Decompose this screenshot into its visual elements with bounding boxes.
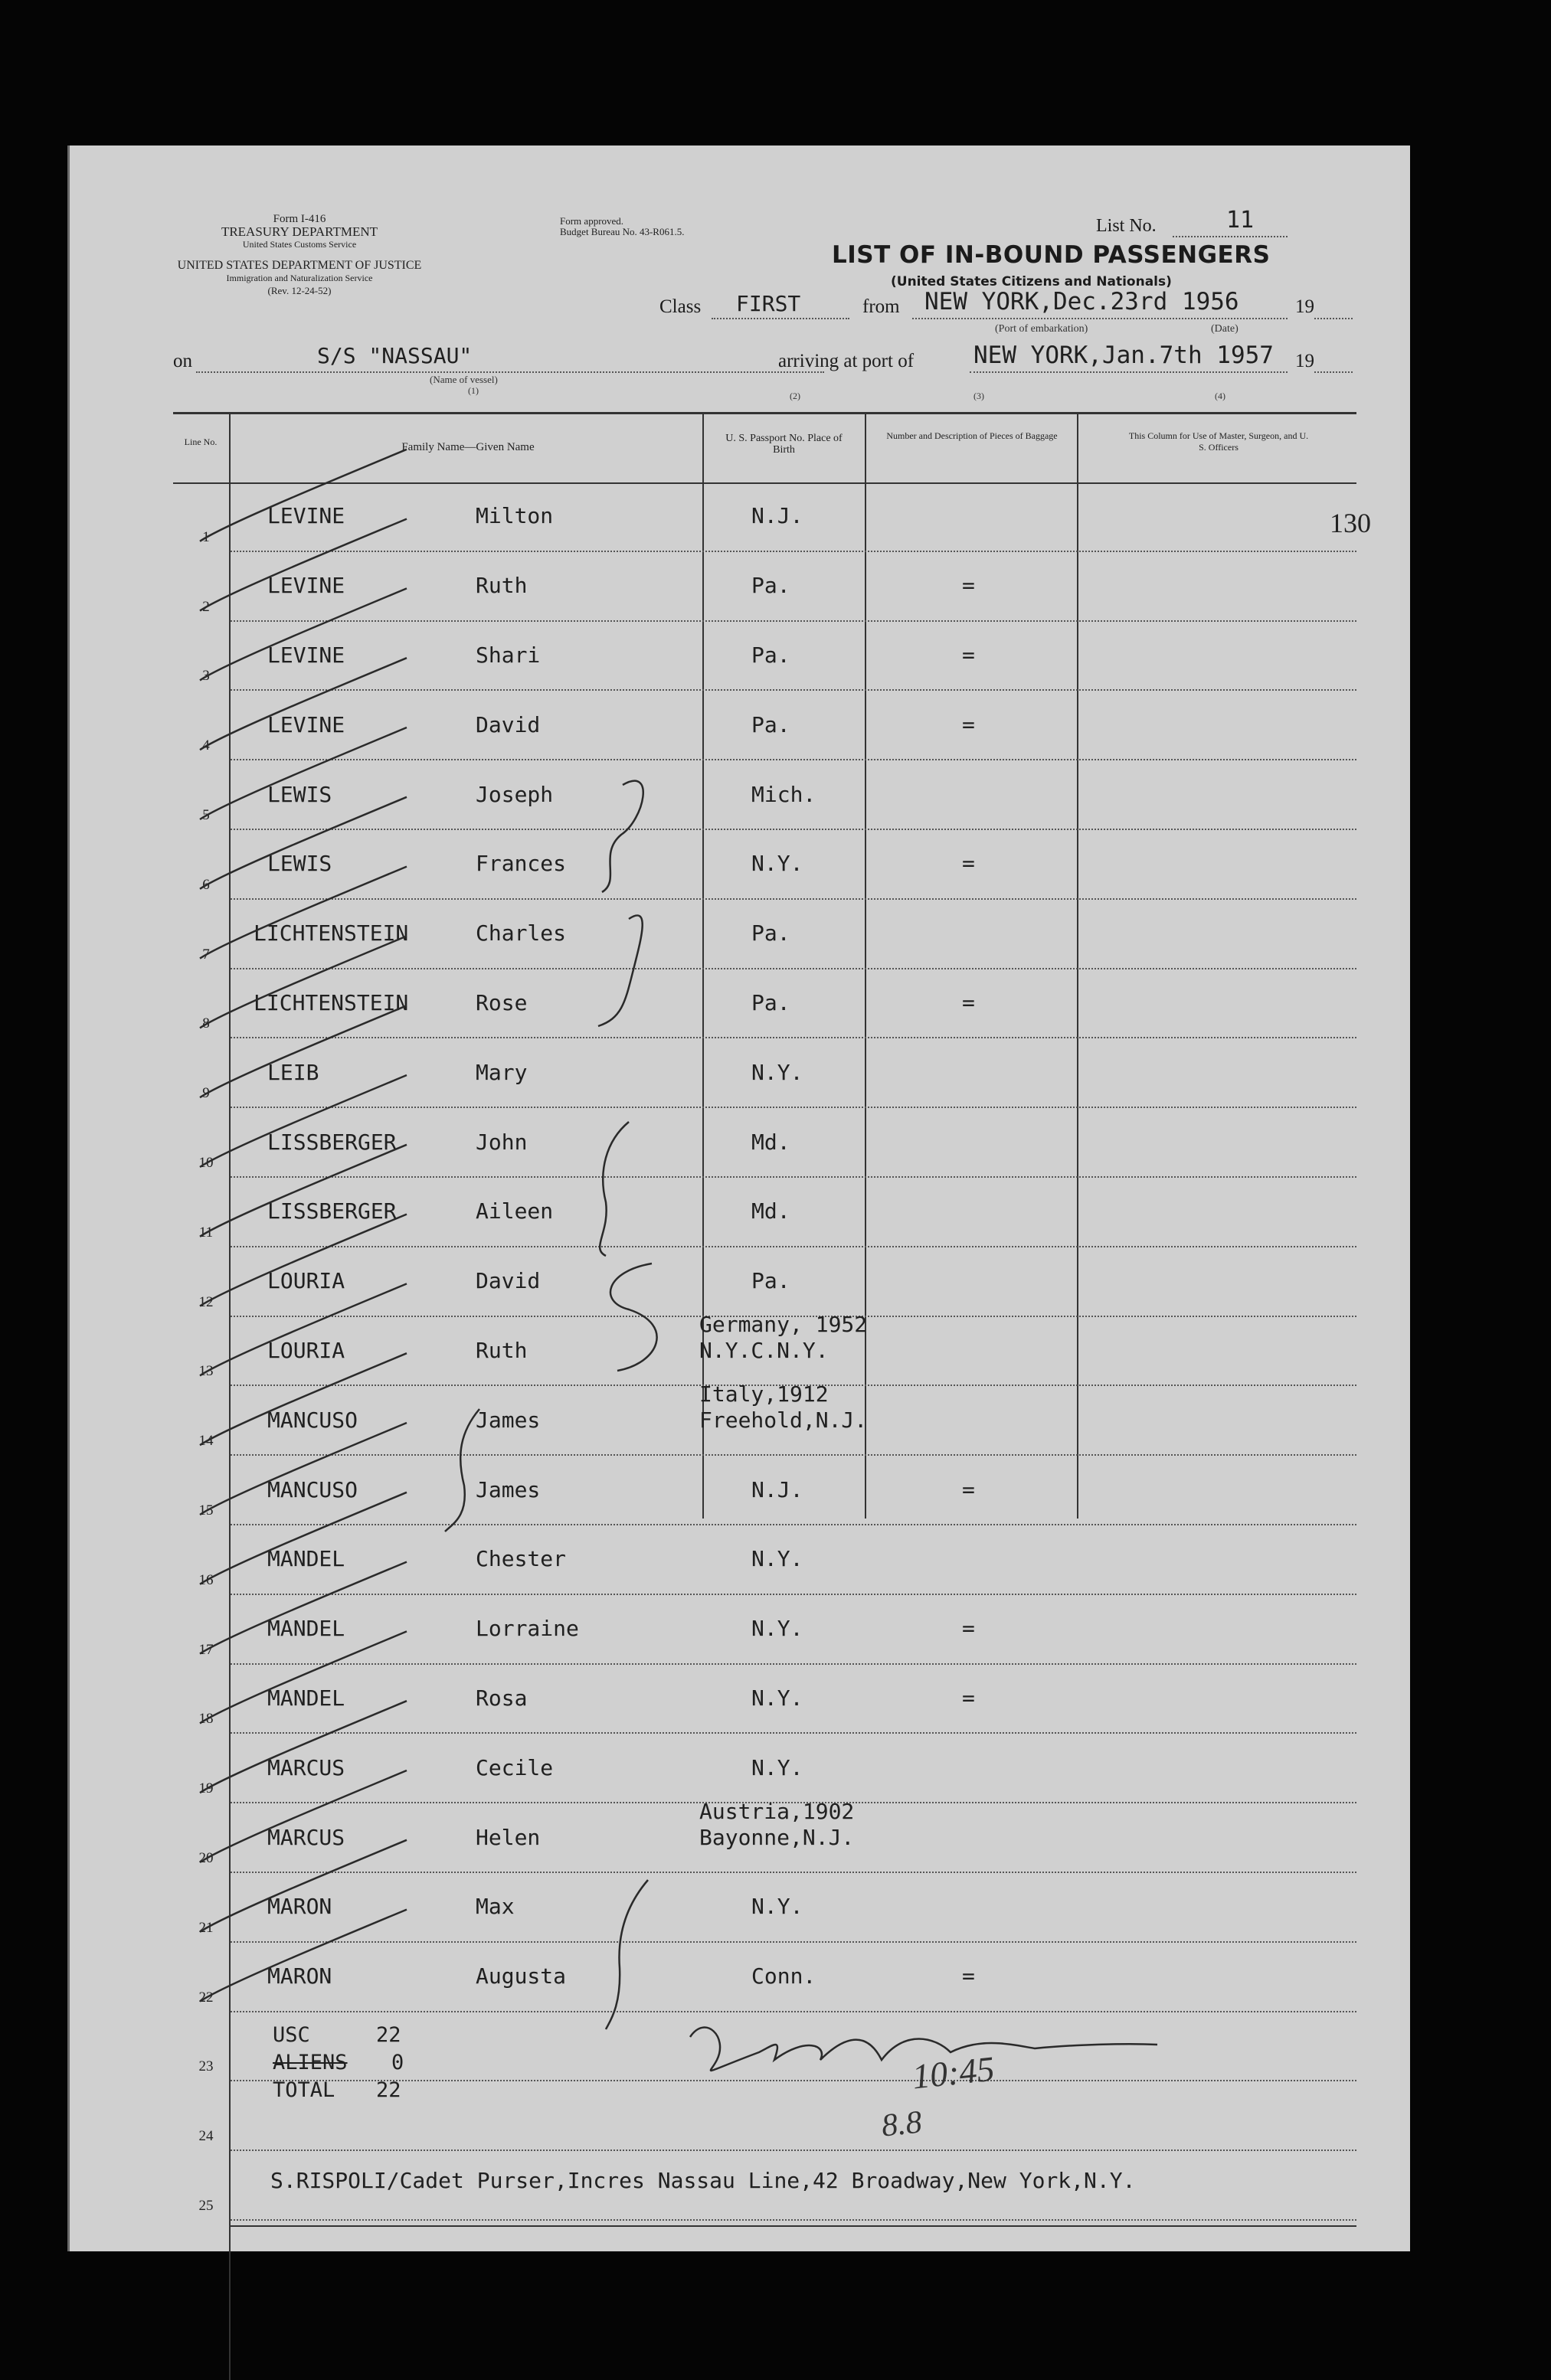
col-line-no: Line No. [184, 436, 218, 447]
revision-date: (Rev. 12-24-52) [267, 285, 332, 296]
line-number: 2 [202, 598, 210, 615]
bracket-lissberger [600, 1122, 629, 1256]
family-name: LEVINE [267, 711, 345, 737]
birth-place: Md. [751, 1129, 790, 1155]
family-name: LEWIS [267, 781, 332, 807]
usc-count: 22 [376, 2023, 401, 2047]
baggage-mark: = [962, 711, 975, 737]
checkmark [200, 1840, 407, 1932]
baggage-mark: = [962, 1476, 975, 1502]
aliens-count: 0 [391, 2051, 404, 2074]
birth-place: N.Y. [751, 1754, 803, 1780]
bracket-maron [606, 1880, 648, 2029]
given-name: Chester [476, 1546, 567, 1572]
birth-place: Conn. [751, 1963, 816, 1989]
birth-place: Pa. [751, 920, 790, 946]
given-name: James [476, 1407, 541, 1433]
birth-place-line2: Bayonne,N.J. [699, 1824, 855, 1850]
line-number: 23 [198, 2058, 214, 2075]
list-number-label: List No. [1096, 216, 1157, 236]
caption-1: (1) [468, 385, 479, 396]
checkmark [200, 1353, 407, 1445]
checkmark [200, 1423, 407, 1515]
line-number: 16 [198, 1571, 214, 1588]
baggage-mark: = [962, 851, 975, 877]
line-number: 15 [198, 1502, 214, 1519]
birth-place: Germany, 1952 [699, 1312, 868, 1337]
family-name: MANCUSO [267, 1476, 358, 1502]
baggage-mark: = [962, 1963, 975, 1989]
birth-place: N.Y. [751, 1616, 803, 1642]
birth-place: N.Y. [751, 1685, 803, 1711]
col-name: Family Name—Given Name [401, 441, 535, 453]
birth-place: Italy,1912 [699, 1381, 829, 1407]
family-name: LOURIA [267, 1337, 345, 1363]
line-number: 11 [198, 1224, 214, 1241]
from-label: from [862, 296, 900, 317]
checkmark [200, 1215, 407, 1306]
line-number: 4 [202, 737, 210, 754]
baggage-mark: = [962, 989, 975, 1015]
line-number: 6 [202, 876, 210, 893]
line-number: 12 [198, 1293, 214, 1310]
caption-3: (3) [973, 391, 984, 401]
col-officers: This Column for Use of Master, Surgeon, and U. S. Officers [1128, 430, 1309, 453]
checkmark [200, 519, 407, 611]
birth-place: N.Y. [751, 1059, 803, 1085]
total-label: TOTAL [273, 2078, 335, 2102]
line-number: 13 [198, 1363, 214, 1380]
given-name: Charles [476, 920, 567, 946]
given-name: Frances [476, 851, 567, 877]
given-name: David [476, 711, 541, 737]
bracket-mancuso [445, 1409, 479, 1532]
usc-label: USC [273, 2023, 310, 2047]
list-number: 11 [1226, 207, 1255, 234]
bracket-louria [610, 1264, 657, 1371]
given-name: James [476, 1476, 541, 1502]
line-number: 19 [198, 1780, 214, 1797]
birth-place-line2: N.Y.C.N.Y. [699, 1337, 829, 1363]
col-baggage: Number and Description of Pieces of Baggage [886, 430, 1058, 441]
bracket-lewis [602, 781, 643, 892]
line-number: 1 [202, 528, 210, 545]
justice-department: UNITED STATES DEPARTMENT OF JUSTICE [177, 259, 422, 272]
handwritten-note: 8.8 [879, 2104, 924, 2144]
form-subtitle: (United States Citizens and Nationals) [891, 274, 1172, 289]
family-name: MARCUS [267, 1754, 345, 1780]
family-name: LOURIA [267, 1268, 345, 1294]
port-embarkation-caption: (Port of embarkation) [995, 323, 1088, 335]
line-number: 21 [198, 1919, 214, 1936]
family-name: LISSBERGER [267, 1129, 397, 1155]
checkmark [200, 1562, 407, 1654]
checkmark [200, 1005, 407, 1097]
baggage-mark: = [962, 1685, 975, 1711]
checkmark [200, 867, 407, 959]
checkmark [200, 936, 407, 1028]
checkmark [200, 1283, 407, 1375]
given-name: Ruth [476, 573, 528, 599]
line-number: 17 [198, 1641, 214, 1658]
given-name: Aileen [476, 1198, 554, 1224]
family-name: MANDEL [267, 1685, 345, 1711]
date-caption: (Date) [1211, 323, 1239, 335]
given-name: Joseph [476, 781, 554, 807]
family-name: MANCUSO [267, 1407, 358, 1433]
given-name: Mary [476, 1059, 528, 1085]
birth-place: Mich. [751, 781, 816, 807]
line-number: 20 [198, 1849, 214, 1866]
arrival-port-date: NEW YORK,Jan.7th 1957 [973, 342, 1274, 369]
birth-place: Pa. [751, 1268, 790, 1294]
given-name: Ruth [476, 1337, 528, 1363]
col-passport: U. S. Passport No. Place of Birth [725, 433, 843, 456]
line-number: 24 [198, 2128, 214, 2145]
caption-4: (4) [1215, 391, 1225, 401]
caption-2: (2) [790, 391, 800, 401]
checkmark [200, 1075, 407, 1167]
line-number: 3 [202, 668, 210, 685]
line-number: 7 [202, 946, 210, 963]
given-name: David [476, 1268, 541, 1294]
birth-place: N.Y. [751, 1894, 803, 1920]
year-prefix-1: 19 [1295, 296, 1314, 317]
vessel-caption: (Name of vessel) [430, 374, 498, 385]
given-name: Helen [476, 1824, 541, 1850]
checkmark [200, 1910, 407, 2002]
family-name: LEIB [267, 1059, 319, 1085]
checkmark [200, 1492, 407, 1584]
checkmark [200, 1701, 407, 1793]
vessel-name: S/S "NASSAU" [317, 343, 473, 368]
handwriting-marks [70, 145, 1410, 2251]
total-count: 22 [376, 2078, 401, 2102]
birth-place-line2: Freehold,N.J. [699, 1407, 868, 1433]
embarkation-port-date: NEW YORK,Dec.23rd 1956 [924, 288, 1239, 315]
checkmark [200, 1770, 407, 1862]
treasury-department: TREASURY DEPARTMENT [221, 224, 378, 239]
side-number: 130 [1330, 508, 1371, 538]
baggage-mark: = [962, 573, 975, 599]
line-number: 8 [202, 1015, 210, 1032]
birth-place: N.Y. [751, 851, 803, 877]
birth-place: Austria,1902 [699, 1798, 855, 1824]
line-number: 5 [202, 806, 210, 823]
on-label: on [173, 351, 192, 371]
birth-place: Pa. [751, 989, 790, 1015]
class-label: Class [659, 296, 702, 317]
given-name: Max [476, 1894, 515, 1920]
given-name: John [476, 1129, 528, 1155]
birth-place: Pa. [751, 642, 790, 668]
line-number: 14 [198, 1433, 214, 1450]
checkmark [200, 797, 407, 889]
family-name: LICHTENSTEIN [254, 989, 409, 1015]
family-name: MANDEL [267, 1546, 345, 1572]
birth-place: N.Y. [751, 1546, 803, 1572]
given-name: Milton [476, 503, 554, 529]
family-name: LEVINE [267, 573, 345, 599]
bracket-lichtenstein [598, 915, 643, 1026]
arriving-label: arriving at port of [778, 351, 915, 371]
checkmark [200, 1145, 407, 1237]
checkmark [200, 727, 407, 819]
given-name: Lorraine [476, 1616, 579, 1642]
class-value: FIRST [736, 291, 801, 316]
line-number: 10 [198, 1154, 214, 1171]
customs-service: United States Customs Service [242, 239, 357, 250]
family-name: LEWIS [267, 851, 332, 877]
line-number: 22 [198, 1989, 214, 2006]
family-name: LEVINE [267, 503, 345, 529]
given-name: Augusta [476, 1963, 567, 1989]
line-number: 9 [202, 1085, 210, 1102]
birth-place: N.J. [751, 1476, 803, 1502]
birth-place: Pa. [751, 711, 790, 737]
budget-bureau: Budget Bureau No. 43-R061.5. [560, 226, 685, 237]
checkmark [200, 588, 407, 680]
birth-place: Md. [751, 1198, 790, 1224]
checkmark [200, 450, 407, 541]
family-name: MANDEL [267, 1616, 345, 1642]
family-name: MARCUS [267, 1824, 345, 1850]
purser-line: S.RISPOLI/Cadet Purser,Incres Nassau Line,42 Broadway,New York,N.Y. [270, 2168, 1136, 2193]
family-name: MARON [267, 1963, 332, 1989]
year-prefix-2: 19 [1295, 351, 1314, 371]
manifest-sheet [67, 145, 1410, 2251]
given-name: Rose [476, 989, 528, 1015]
form-title: LIST OF IN-BOUND PASSENGERS [832, 241, 1271, 269]
line-number: 18 [198, 1711, 214, 1728]
form-number: Form I-416 [273, 213, 326, 225]
signature [690, 2028, 1157, 2071]
family-name: MARON [267, 1894, 332, 1920]
family-name: LEVINE [267, 642, 345, 668]
baggage-mark: = [962, 642, 975, 668]
birth-place: Pa. [751, 573, 790, 599]
aliens-label: ALIENS [273, 2051, 348, 2074]
immigration-service: Immigration and Naturalization Service [226, 273, 373, 283]
family-name: LICHTENSTEIN [254, 920, 409, 946]
given-name: Shari [476, 642, 541, 668]
checkmark [200, 1631, 407, 1723]
baggage-mark: = [962, 1616, 975, 1642]
form-approved: Form approved. [560, 215, 624, 227]
given-name: Rosa [476, 1685, 528, 1711]
handwritten-time: 10:45 [910, 2048, 996, 2097]
checkmark [200, 658, 407, 750]
birth-place: N.J. [751, 503, 803, 529]
family-name: LISSBERGER [267, 1198, 397, 1224]
line-number: 25 [198, 2197, 214, 2214]
given-name: Cecile [476, 1754, 554, 1780]
